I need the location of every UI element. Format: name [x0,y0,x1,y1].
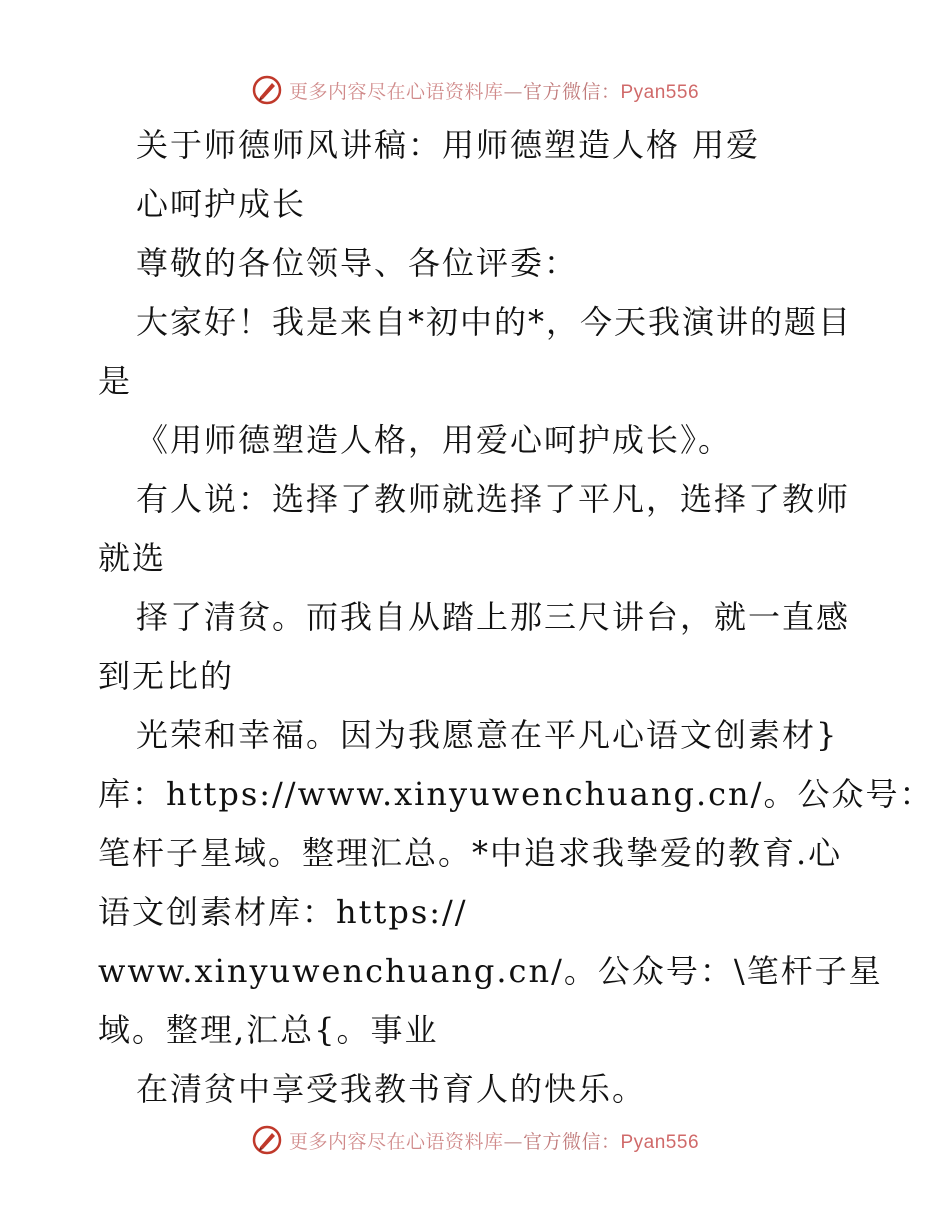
salutation-line: 尊敬的各位领导、各位评委： [136,244,579,282]
paragraph-line: 《用师德塑造人格，用爱心呵护成长》。 [136,421,733,459]
header-banner-text [289,77,699,104]
paragraph-line: 就选 [98,539,167,577]
banner-slogan: 更多内容尽在心语资料库 [288,1130,504,1153]
banner-wechat-id: Pyan556 [620,1131,700,1153]
document-title-line-2: 心呵护成长 [136,185,307,223]
pen-seal-logo-icon [251,74,283,106]
header-banner [0,70,950,110]
document-title-line-1: 关于师德师风讲稿：用师德塑造人格 用爱 [136,126,761,164]
footer-banner-text [289,1127,699,1154]
paragraph-line: 笔杆子星域。整理汇总。*中追求我挚爱的教育.心 [98,834,843,872]
banner-dash: — [503,1130,523,1153]
banner-wechat-id: Pyan556 [620,81,700,103]
banner-slogan: 更多内容尽在心语资料库 [288,80,504,103]
paragraph-line: 到无比的 [98,657,235,695]
banner-wechat-label: 官方微信： [522,1130,621,1153]
footer-banner [0,1120,950,1160]
paragraph-line: 语文创素材库：https:// [98,893,468,931]
banner-wechat-label: 官方微信： [522,80,621,103]
pen-seal-logo-icon [251,1124,283,1156]
paragraph-line: 是 [98,362,133,400]
paragraph-line: 在清贫中享受我教书育人的快乐。 [136,1070,647,1108]
paragraph-line: 光荣和幸福。因为我愿意在平凡心语文创素材} [136,716,839,754]
paragraph-line: 有人说：选择了教师就选择了平凡，选择了教师 [136,480,851,518]
paragraph-line: 库：https://www.xinyuwenchuang.cn/。公众号： [98,775,934,813]
paragraph-line: 大家好！我是来自*初中的*，今天我演讲的题目 [136,303,853,341]
paragraph-line: www.xinyuwenchuang.cn/。公众号：\笔杆子星 [98,952,883,990]
paragraph-line: 择了清贫。而我自从踏上那三尺讲台，就一直感 [136,598,851,636]
paragraph-line: 域。整理,汇总{。事业 [98,1011,439,1049]
banner-dash: — [503,80,523,103]
